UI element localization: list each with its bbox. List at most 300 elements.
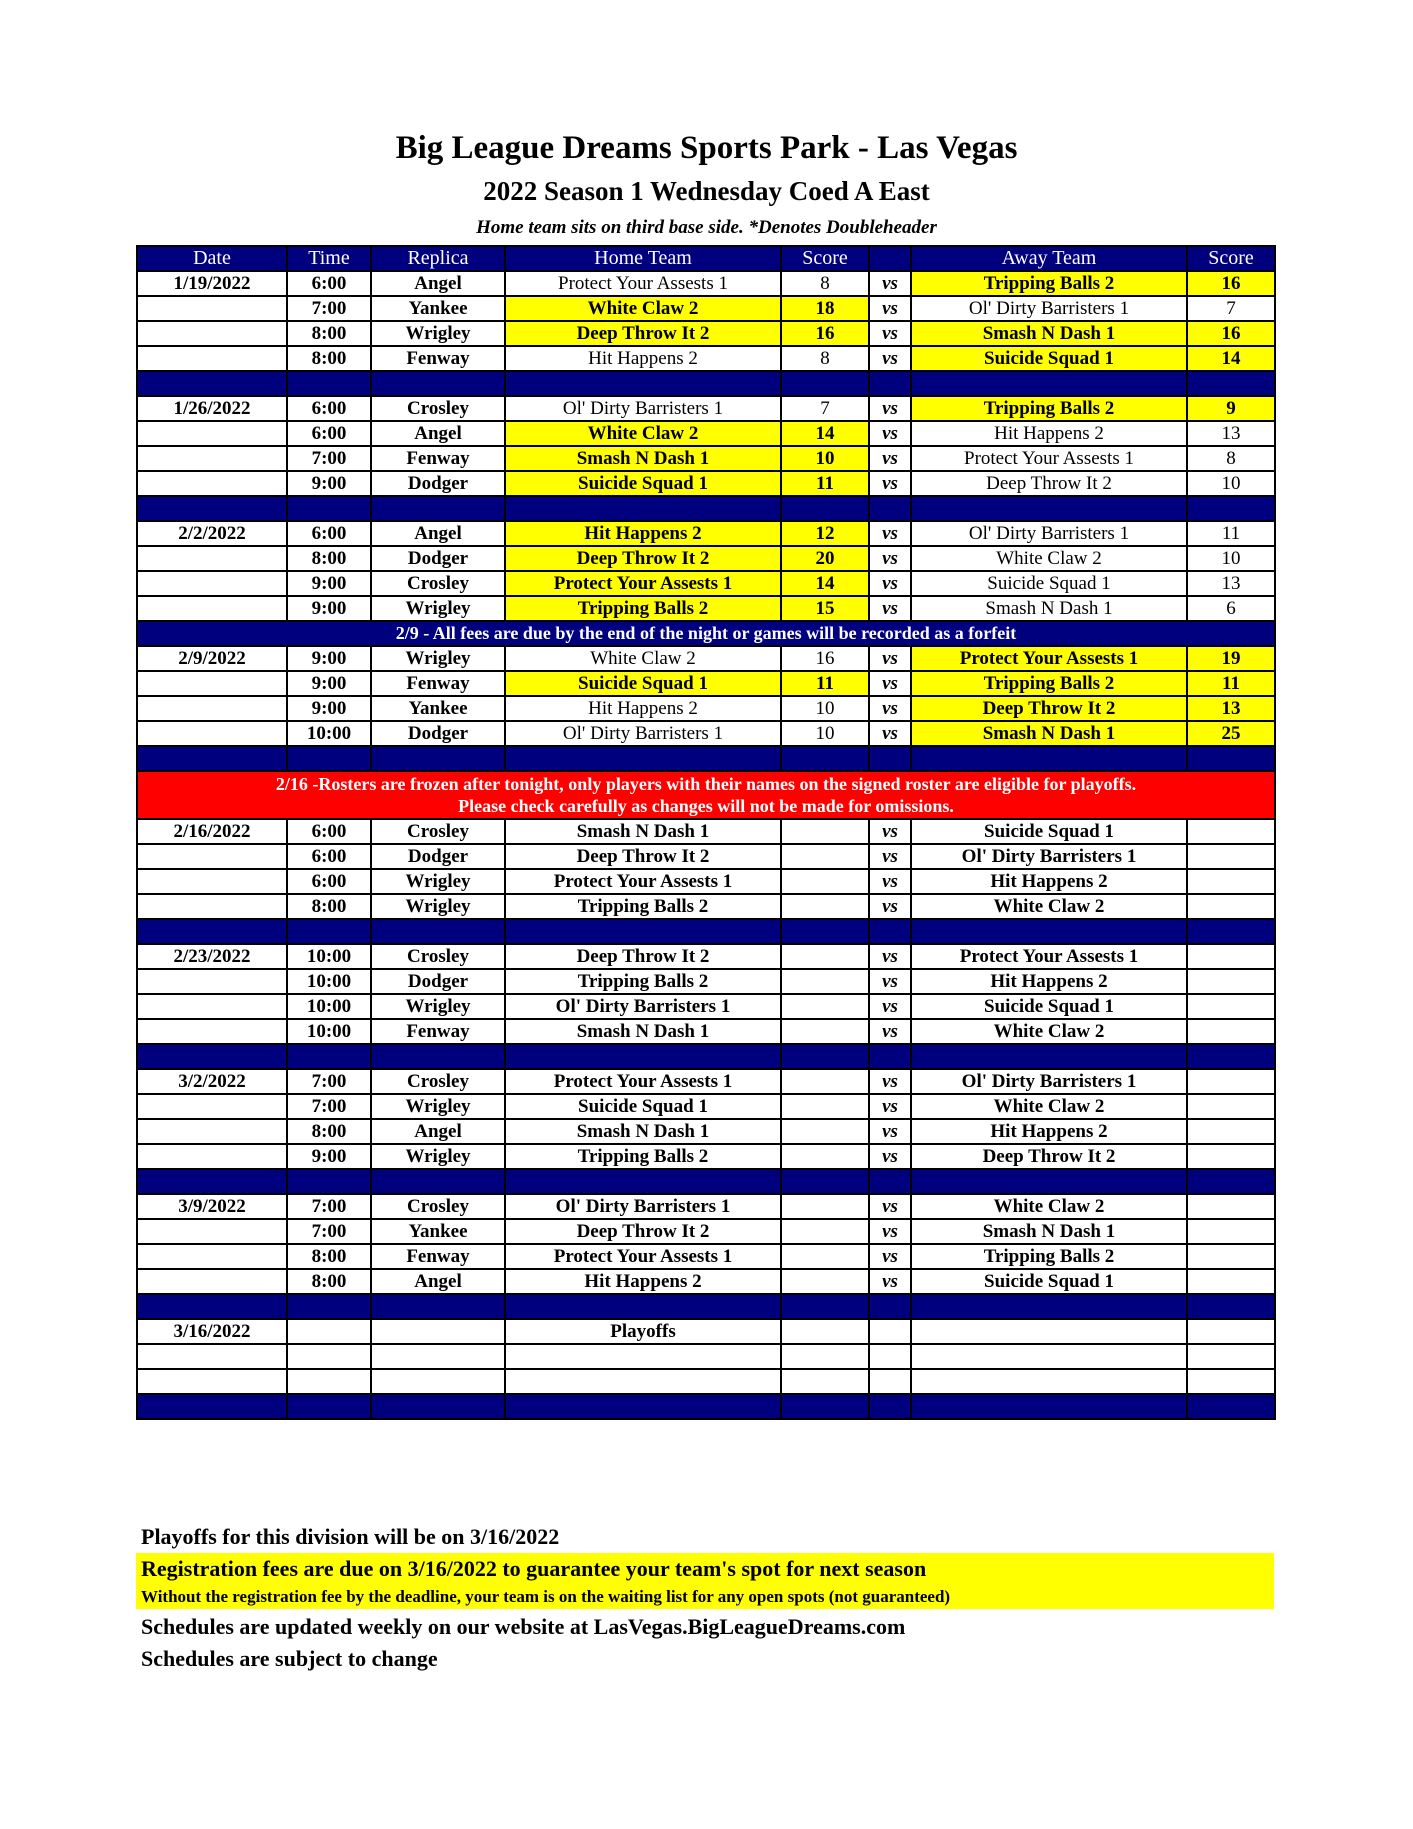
date-cell [137,1144,287,1169]
date-cell [137,446,287,471]
col-home-score: Score [781,246,869,271]
time-cell: 9:00 [287,571,371,596]
home-team-cell: Tripping Balls 2 [505,894,781,919]
vs-cell: vs [869,944,911,969]
separator-cell [137,919,287,944]
home-score-cell [781,1369,869,1394]
away-score-cell [1187,894,1275,919]
home-score-cell [781,944,869,969]
away-score-cell [1187,1344,1275,1369]
away-team-cell: Suicide Squad 1 [911,1269,1187,1294]
date-cell: 2/16/2022 [137,819,287,844]
separator-cell [781,746,869,771]
away-team-cell: Tripping Balls 2 [911,396,1187,421]
website-note: Schedules are updated weekly on our website at LasVegas.BigLeagueDreams.com [141,1614,906,1639]
separator-cell [371,1394,505,1419]
home-score-cell: 10 [781,721,869,746]
separator-cell [137,1294,287,1319]
time-cell: 9:00 [287,596,371,621]
separator-cell [287,1394,371,1419]
home-team-cell: Protect Your Assests 1 [505,1069,781,1094]
away-score-cell [1187,1094,1275,1119]
date-cell: 3/9/2022 [137,1194,287,1219]
home-score-cell [781,1344,869,1369]
separator-cell [1187,1394,1275,1419]
game-row [137,596,1275,621]
vs-cell: vs [869,646,911,671]
home-score-cell [781,1069,869,1094]
date-cell [137,596,287,621]
home-score-cell [781,1219,869,1244]
separator-row [137,496,1275,521]
away-team-cell: Tripping Balls 2 [911,271,1187,296]
separator-cell [505,1169,781,1194]
schedule-table [136,245,1276,1420]
away-team-cell: Smash N Dash 1 [911,721,1187,746]
separator-cell [781,919,869,944]
col-date: Date [137,246,287,271]
time-cell: 8:00 [287,1244,371,1269]
separator-cell [371,919,505,944]
away-team-cell: Hit Happens 2 [911,969,1187,994]
time-cell [287,1369,371,1394]
date-cell [137,1019,287,1044]
home-team-cell: Ol' Dirty Barristers 1 [505,994,781,1019]
time-cell: 8:00 [287,346,371,371]
vs-cell: vs [869,819,911,844]
game-row [137,521,1275,546]
away-score-cell [1187,1019,1275,1044]
separator-row [137,1294,1275,1319]
vs-cell: vs [869,1244,911,1269]
home-team-cell: Tripping Balls 2 [505,1144,781,1169]
away-score-cell [1187,1369,1275,1394]
separator-cell [371,496,505,521]
home-score-cell [781,1194,869,1219]
away-score-cell: 10 [1187,546,1275,571]
vs-cell: vs [869,969,911,994]
away-score-cell: 7 [1187,296,1275,321]
home-score-cell [781,1144,869,1169]
away-score-cell: 16 [1187,321,1275,346]
replica-cell: Yankee [371,696,505,721]
home-team-cell: Hit Happens 2 [505,521,781,546]
away-team-cell: White Claw 2 [911,1094,1187,1119]
game-row [137,421,1275,446]
home-team-cell: Ol' Dirty Barristers 1 [505,396,781,421]
replica-cell: Angel [371,271,505,296]
separator-cell [781,1394,869,1419]
time-cell: 7:00 [287,1194,371,1219]
away-score-cell [1187,1119,1275,1144]
home-score-cell [781,1119,869,1144]
home-team-cell: White Claw 2 [505,296,781,321]
away-team-cell [911,1319,1187,1344]
home-score-cell: 16 [781,321,869,346]
time-cell: 10:00 [287,1019,371,1044]
date-cell [137,994,287,1019]
home-score-cell [781,969,869,994]
date-cell: 1/19/2022 [137,271,287,296]
date-cell [137,1344,287,1369]
away-score-cell [1187,844,1275,869]
home-score-cell [781,844,869,869]
separator-cell [137,496,287,521]
change-note: Schedules are subject to change [141,1646,438,1671]
separator-cell [371,746,505,771]
game-row [137,994,1275,1019]
away-team-cell: White Claw 2 [911,546,1187,571]
date-cell [137,696,287,721]
date-cell: 2/9/2022 [137,646,287,671]
separator-row [137,371,1275,396]
away-team-cell: White Claw 2 [911,894,1187,919]
home-team-cell [505,1369,781,1394]
away-score-cell [1187,969,1275,994]
home-team-cell: Smash N Dash 1 [505,1019,781,1044]
replica-cell: Crosley [371,819,505,844]
separator-cell [371,371,505,396]
replica-cell [371,1344,505,1369]
game-row [137,546,1275,571]
time-cell: 6:00 [287,521,371,546]
game-row [137,1244,1275,1269]
date-cell [137,844,287,869]
game-row [137,346,1275,371]
separator-cell [1187,496,1275,521]
separator-cell [869,919,911,944]
vs-cell: vs [869,671,911,696]
game-row [137,1344,1275,1369]
away-team-cell: Hit Happens 2 [911,869,1187,894]
separator-cell [505,746,781,771]
vs-cell: vs [869,346,911,371]
game-row [137,844,1275,869]
date-cell: 2/2/2022 [137,521,287,546]
time-cell: 7:00 [287,1219,371,1244]
date-cell [137,571,287,596]
separator-cell [505,371,781,396]
separator-cell [137,1394,287,1419]
replica-cell: Fenway [371,446,505,471]
time-cell: 7:00 [287,1069,371,1094]
away-score-cell: 11 [1187,521,1275,546]
replica-cell: Fenway [371,671,505,696]
home-team-cell: Suicide Squad 1 [505,671,781,696]
away-team-cell: Ol' Dirty Barristers 1 [911,844,1187,869]
replica-cell: Wrigley [371,646,505,671]
away-score-cell: 14 [1187,346,1275,371]
vs-cell: vs [869,994,911,1019]
vs-cell [869,1344,911,1369]
replica-cell [371,1319,505,1344]
away-score-cell: 6 [1187,596,1275,621]
vs-cell: vs [869,1269,911,1294]
separator-cell [505,1394,781,1419]
away-team-cell: White Claw 2 [911,1194,1187,1219]
vs-cell: vs [869,421,911,446]
vs-cell: vs [869,471,911,496]
vs-cell: vs [869,521,911,546]
away-team-cell: White Claw 2 [911,1019,1187,1044]
home-team-cell: Hit Happens 2 [505,346,781,371]
away-score-cell: 13 [1187,571,1275,596]
away-score-cell [1187,1269,1275,1294]
separator-cell [781,371,869,396]
replica-cell: Angel [371,521,505,546]
date-cell [137,1244,287,1269]
away-team-cell [911,1369,1187,1394]
vs-cell: vs [869,321,911,346]
time-cell: 8:00 [287,546,371,571]
separator-cell [869,746,911,771]
alert-row [137,771,1275,819]
date-cell [137,969,287,994]
separator-cell [781,1044,869,1069]
away-team-cell: Deep Throw It 2 [911,471,1187,496]
away-team-cell: Ol' Dirty Barristers 1 [911,1069,1187,1094]
away-score-cell: 11 [1187,671,1275,696]
replica-cell: Angel [371,421,505,446]
date-cell: 3/16/2022 [137,1319,287,1344]
separator-cell [781,1169,869,1194]
replica-cell [371,1369,505,1394]
time-cell: 6:00 [287,869,371,894]
home-team-cell: Ol' Dirty Barristers 1 [505,1194,781,1219]
vs-cell: vs [869,296,911,321]
home-team-cell: Deep Throw It 2 [505,944,781,969]
game-row [137,819,1275,844]
replica-cell: Dodger [371,844,505,869]
time-cell: 8:00 [287,321,371,346]
home-score-cell: 10 [781,696,869,721]
time-cell: 7:00 [287,296,371,321]
game-row [137,1144,1275,1169]
separator-cell [287,919,371,944]
away-score-cell: 8 [1187,446,1275,471]
time-cell: 7:00 [287,446,371,471]
replica-cell: Wrigley [371,1144,505,1169]
alert-line-1: 2/16 -Rosters are frozen after tonight, only players with their names on the signed roster are eligible for playoffs. [275,774,1137,794]
vs-cell: vs [869,271,911,296]
col-home-team: Home Team [505,246,781,271]
vs-cell [869,1319,911,1344]
away-score-cell [1187,1069,1275,1094]
game-row [137,869,1275,894]
header-row [137,246,1275,271]
vs-cell: vs [869,1194,911,1219]
separator-cell [287,1044,371,1069]
home-team-cell: Hit Happens 2 [505,696,781,721]
registration-note: Registration fees are due on 3/16/2022 to guarantee your team's spot for next season [141,1556,927,1581]
separator-cell [781,496,869,521]
vs-cell: vs [869,721,911,746]
home-score-cell [781,819,869,844]
home-score-cell: 12 [781,521,869,546]
time-cell: 8:00 [287,894,371,919]
home-team-cell: Suicide Squad 1 [505,471,781,496]
vs-cell: vs [869,596,911,621]
separator-cell [1187,746,1275,771]
separator-cell [911,1294,1187,1319]
date-cell [137,421,287,446]
vs-cell: vs [869,894,911,919]
separator-cell [911,919,1187,944]
page-note: Home team sits on third base side. *Denotes Doubleheader [476,217,937,238]
game-row [137,471,1275,496]
replica-cell: Wrigley [371,894,505,919]
separator-row [137,1169,1275,1194]
home-team-cell: Tripping Balls 2 [505,969,781,994]
col-time: Time [287,246,371,271]
date-cell [137,721,287,746]
home-team-cell [505,1344,781,1369]
game-row [137,271,1275,296]
replica-cell: Fenway [371,1244,505,1269]
home-score-cell: 15 [781,596,869,621]
time-cell: 9:00 [287,671,371,696]
separator-cell [869,1294,911,1319]
home-score-cell: 11 [781,471,869,496]
replica-cell: Angel [371,1119,505,1144]
away-team-cell: Deep Throw It 2 [911,696,1187,721]
away-team-cell: Suicide Squad 1 [911,819,1187,844]
separator-cell [911,1044,1187,1069]
separator-cell [505,496,781,521]
time-cell: 7:00 [287,1094,371,1119]
date-cell [137,869,287,894]
home-score-cell [781,894,869,919]
replica-cell: Wrigley [371,321,505,346]
home-team-cell: Deep Throw It 2 [505,1219,781,1244]
separator-cell [869,496,911,521]
away-team-cell: Smash N Dash 1 [911,596,1187,621]
separator-cell [137,746,287,771]
home-team-cell: Ol' Dirty Barristers 1 [505,721,781,746]
separator-cell [287,496,371,521]
replica-cell: Dodger [371,969,505,994]
game-row [137,646,1275,671]
game-row [137,321,1275,346]
away-team-cell: Protect Your Assests 1 [911,646,1187,671]
separator-cell [287,1294,371,1319]
date-cell [137,321,287,346]
time-cell: 6:00 [287,271,371,296]
home-score-cell [781,1269,869,1294]
alert-text [137,771,1275,819]
separator-cell [1187,1294,1275,1319]
separator-cell [505,919,781,944]
separator-cell [371,1169,505,1194]
home-score-cell: 14 [781,421,869,446]
away-score-cell: 25 [1187,721,1275,746]
away-score-cell [1187,869,1275,894]
separator-cell [911,1169,1187,1194]
separator-cell [911,746,1187,771]
vs-cell: vs [869,844,911,869]
time-cell: 6:00 [287,421,371,446]
home-team-cell: Suicide Squad 1 [505,1094,781,1119]
game-row [137,969,1275,994]
away-team-cell: Smash N Dash 1 [911,321,1187,346]
home-team-cell: Tripping Balls 2 [505,596,781,621]
away-score-cell [1187,1144,1275,1169]
home-team-cell: Smash N Dash 1 [505,1119,781,1144]
home-team-cell: Smash N Dash 1 [505,819,781,844]
separator-cell [287,1169,371,1194]
replica-cell: Crosley [371,396,505,421]
time-cell: 9:00 [287,1144,371,1169]
waiting-list-note: Without the registration fee by the deadline, your team is on the waiting list for any open spots (not guaranteed) [141,1587,951,1606]
away-score-cell: 9 [1187,396,1275,421]
home-score-cell [781,1244,869,1269]
col-vs [869,246,911,271]
time-cell: 10:00 [287,969,371,994]
date-cell [137,1094,287,1119]
date-cell [137,1119,287,1144]
home-team-cell: White Claw 2 [505,421,781,446]
separator-cell [137,371,287,396]
replica-cell: Wrigley [371,1094,505,1119]
vs-cell: vs [869,1094,911,1119]
separator-cell [869,1169,911,1194]
date-cell [137,346,287,371]
separator-cell [505,1044,781,1069]
date-cell [137,471,287,496]
away-team-cell: Suicide Squad 1 [911,346,1187,371]
game-row [137,1094,1275,1119]
separator-cell [505,1294,781,1319]
separator-cell [137,1169,287,1194]
game-row [137,1069,1275,1094]
home-team-cell: Deep Throw It 2 [505,321,781,346]
date-cell: 1/26/2022 [137,396,287,421]
vs-cell: vs [869,571,911,596]
vs-cell: vs [869,1144,911,1169]
away-team-cell [911,1344,1187,1369]
replica-cell: Wrigley [371,869,505,894]
game-row [137,1269,1275,1294]
game-row [137,1194,1275,1219]
game-row [137,894,1275,919]
away-team-cell: Suicide Squad 1 [911,994,1187,1019]
home-score-cell: 11 [781,671,869,696]
game-row [137,1319,1275,1344]
time-cell: 10:00 [287,944,371,969]
replica-cell: Angel [371,1269,505,1294]
date-cell: 3/2/2022 [137,1069,287,1094]
away-team-cell: Deep Throw It 2 [911,1144,1187,1169]
home-team-cell: White Claw 2 [505,646,781,671]
replica-cell: Crosley [371,944,505,969]
game-row [137,944,1275,969]
home-score-cell: 20 [781,546,869,571]
home-score-cell: 8 [781,346,869,371]
game-row [137,671,1275,696]
home-score-cell: 8 [781,271,869,296]
game-row [137,721,1275,746]
time-cell: 10:00 [287,994,371,1019]
away-team-cell: Smash N Dash 1 [911,1219,1187,1244]
separator-cell [287,746,371,771]
replica-cell: Wrigley [371,994,505,1019]
schedule-body [137,271,1275,1419]
home-team-cell: Protect Your Assests 1 [505,571,781,596]
home-score-cell: 7 [781,396,869,421]
game-row [137,1219,1275,1244]
time-cell: 8:00 [287,1269,371,1294]
separator-cell [781,1294,869,1319]
